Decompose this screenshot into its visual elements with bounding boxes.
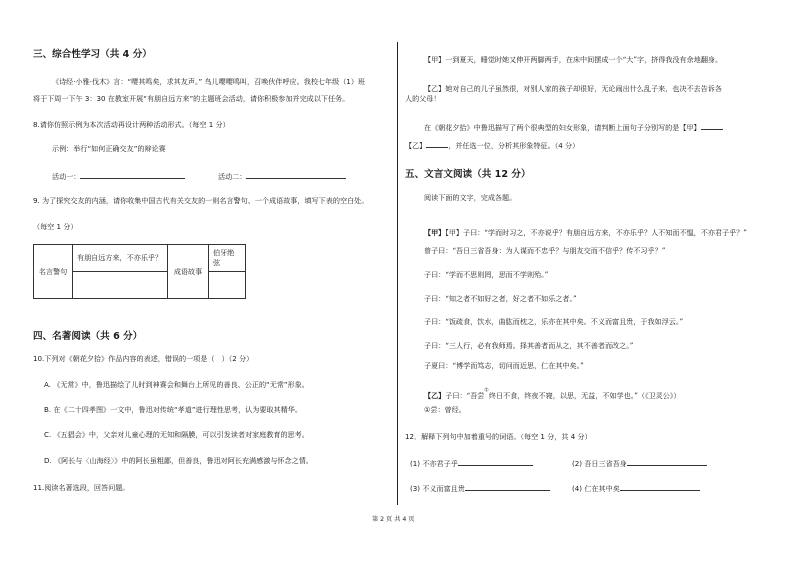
- activity-1-row: [52, 170, 185, 182]
- sec3-intro-line1: 《诗经·小雅·伐木》言：“嘤其鸣矣，求其友声。” 鸟儿嘤嘤鸣叫，召唤伙伴呼应。我校七年级（1）班: [52, 77, 366, 86]
- question-12: 12．解释下列句中加着重号的词语。（每空 1 分，共 4 分）: [405, 432, 592, 441]
- classic-zeng: 曾子曰：“吾日三省吾身：为人谋而不忠乎？与朋友交而不信乎？传不习乎？”: [424, 246, 666, 255]
- activity-2-row: [218, 170, 346, 182]
- classic-yi-footnote-mark: ①: [484, 387, 489, 394]
- question-11-line1: [424, 121, 723, 133]
- excerpt-yi: [424, 76, 722, 95]
- q12-item-2-text: 吾日三省吾身: [584, 459, 627, 468]
- footnote: ①尝：曾经。: [424, 405, 466, 414]
- activity-2-blank[interactable]: [246, 170, 346, 179]
- answer-yi-blank[interactable]: [426, 139, 448, 148]
- classic-jia-text: 【甲】子曰：“学而时习之，不亦说乎？有朋自远方来，不亦乐乎？人不知而不愠，不亦君子乎？”: [445, 228, 747, 237]
- q12-item-1-text: 不亦君子乎: [422, 459, 458, 468]
- column-divider: [397, 42, 398, 505]
- table-label-story: 成语故事: [168, 245, 209, 299]
- question-11-line2: [405, 139, 579, 151]
- question-11: 11.阅读名著选段，回答问题。: [33, 483, 130, 492]
- table-quote-blank[interactable]: [73, 272, 168, 299]
- classic-yi-text: 子曰：“吾尝: [445, 391, 485, 400]
- table-quote-example: 有朋自远方来，不亦乐乎？: [73, 245, 168, 272]
- option-b: B. 在《二十四孝图》一文中，鲁迅对传统“孝道”进行理性思考，认为要取其精华。: [44, 405, 302, 414]
- section-4-title: 四、名著阅读（共 6 分）: [33, 331, 143, 342]
- q12-item-1-blank[interactable]: [458, 457, 533, 466]
- classic-jia-open: [424, 220, 747, 239]
- classic-yi: [424, 383, 680, 402]
- excerpt-yi-label: 【乙】: [424, 84, 446, 93]
- option-c: C. 《五猖会》中，父亲对儿童心理的无知和隔膜，可以引发读者对家庭教育的思考。: [44, 430, 309, 439]
- question-8: 8.请你仿照示例为本次活动再设计两种活动形式。（每空 1 分）: [33, 120, 230, 129]
- option-d: D. 《阿长与〈山海经〉》中的阿长虽粗鄙，但善良，鲁迅对阿长充满感激与怀念之情。: [44, 456, 313, 465]
- question-11-line2-label: 【乙】: [405, 141, 427, 150]
- question-11-line1-text: 在《朝花夕拾》中鲁迅描写了两个很典型的妇女形象，请判断上面句子分别写的是【甲】: [424, 123, 701, 132]
- q12-item-3: [410, 482, 550, 494]
- classic-yi-label: 【乙】: [424, 391, 446, 400]
- classic-z1: 子曰：“学而不思则罔，思而不学则殆。”: [424, 270, 549, 279]
- q12-item-2-num: (2): [572, 459, 583, 468]
- q12-item-4-text: 仁在其中矣: [584, 484, 620, 493]
- classic-z4: 子曰：“三人行，必有我师焉。择其善者而从之，其不善者而改之。”: [424, 341, 634, 350]
- q12-item-1: [410, 457, 533, 469]
- idioms-table: [33, 244, 246, 299]
- activity-2-label: 活动二：: [218, 172, 247, 181]
- q12-item-3-num: (3): [410, 484, 421, 493]
- table-story-blank[interactable]: [209, 272, 246, 299]
- q12-item-1-num: (1): [410, 459, 421, 468]
- table-story-example: 伯牙绝弦: [209, 245, 246, 272]
- excerpt-yi-text2: 人的父母！: [405, 94, 441, 103]
- classic-yi-source: （《卫灵公》）: [637, 391, 681, 400]
- activity-1-blank[interactable]: [80, 170, 185, 179]
- option-a: A. 《无常》中，鲁迅描绘了儿时到神赛会和舞台上所见的善良、公正的“无常”形象。: [44, 380, 309, 389]
- sec3-intro-line2: 将于下周一下午 3：30 在教室开展“有朋自远方来”的主题班会活动，请你积极参加并完成以下任务。: [33, 94, 350, 103]
- question-11-line2-text: ，并任选一位，分析其形象特征。（4 分）: [448, 141, 580, 150]
- excerpt-jia-text: 一到夏天，睡觉时她又伸开两脚两手，在床中间摆成一个“大”字，挤得我没有余地翻身。: [445, 55, 723, 64]
- question-9-line1: 9. 为了探究交友的内涵，请你收集中国古代有关交友的一则名言警句、一个成语故事，填写下表的空白处。: [33, 196, 369, 205]
- classic-zixia: 子夏曰：“博学而笃志，切问而近思，仁在其中矣。”: [424, 361, 584, 370]
- classic-z2: 子曰：“知之者不如好之者，好之者不如乐之者。”: [424, 294, 577, 303]
- section-5-title: 五、文言文阅读（共 12 分）: [405, 169, 531, 180]
- question-8-example: 示例：举行“如何正确交友”的辩论赛: [52, 144, 166, 153]
- section-3-title: 三、综合性学习（共 4 分）: [33, 49, 152, 60]
- q12-item-2: [572, 457, 707, 469]
- activity-1-label: 活动一：: [52, 172, 81, 181]
- excerpt-yi-text1: 她对自己的儿子虽然很，对别人家的孩子却很好，无论闹出什么乱子来，也决不去告诉各: [445, 84, 722, 93]
- q12-item-2-blank[interactable]: [627, 457, 707, 466]
- classic-z3: 子曰：“饭疏食，饮水，曲肱而枕之，乐亦在其中矣。不义而富且贵，于我如浮云。”: [424, 317, 684, 326]
- q12-item-4: [572, 482, 700, 494]
- q12-item-4-num: (4): [572, 484, 583, 493]
- table-label-quote: 名言警句: [34, 245, 73, 299]
- sec5-instruction: 阅读下面的文字，完成各题。: [424, 193, 517, 202]
- classic-yi-rest: 终日不食，终夜不寝，以思，无益，不如学也。”: [488, 391, 638, 400]
- classic-jia-label: 【甲】: [424, 228, 446, 237]
- page-footer: 第 2 页 共 4 页: [372, 516, 415, 523]
- answer-jia-blank[interactable]: [701, 121, 723, 130]
- q12-item-4-blank[interactable]: [620, 482, 700, 491]
- excerpt-jia: [424, 47, 722, 66]
- excerpt-jia-label: 【甲】: [424, 55, 446, 64]
- question-10: 10.下列对《朝花夕拾》作品内容的表述，错误的一项是（ ）（2 分）: [33, 354, 254, 363]
- question-9-line2: （每空 1 分）: [33, 222, 78, 231]
- q12-item-3-text: 不义而富且贵: [422, 484, 465, 493]
- q12-item-3-blank[interactable]: [465, 482, 550, 491]
